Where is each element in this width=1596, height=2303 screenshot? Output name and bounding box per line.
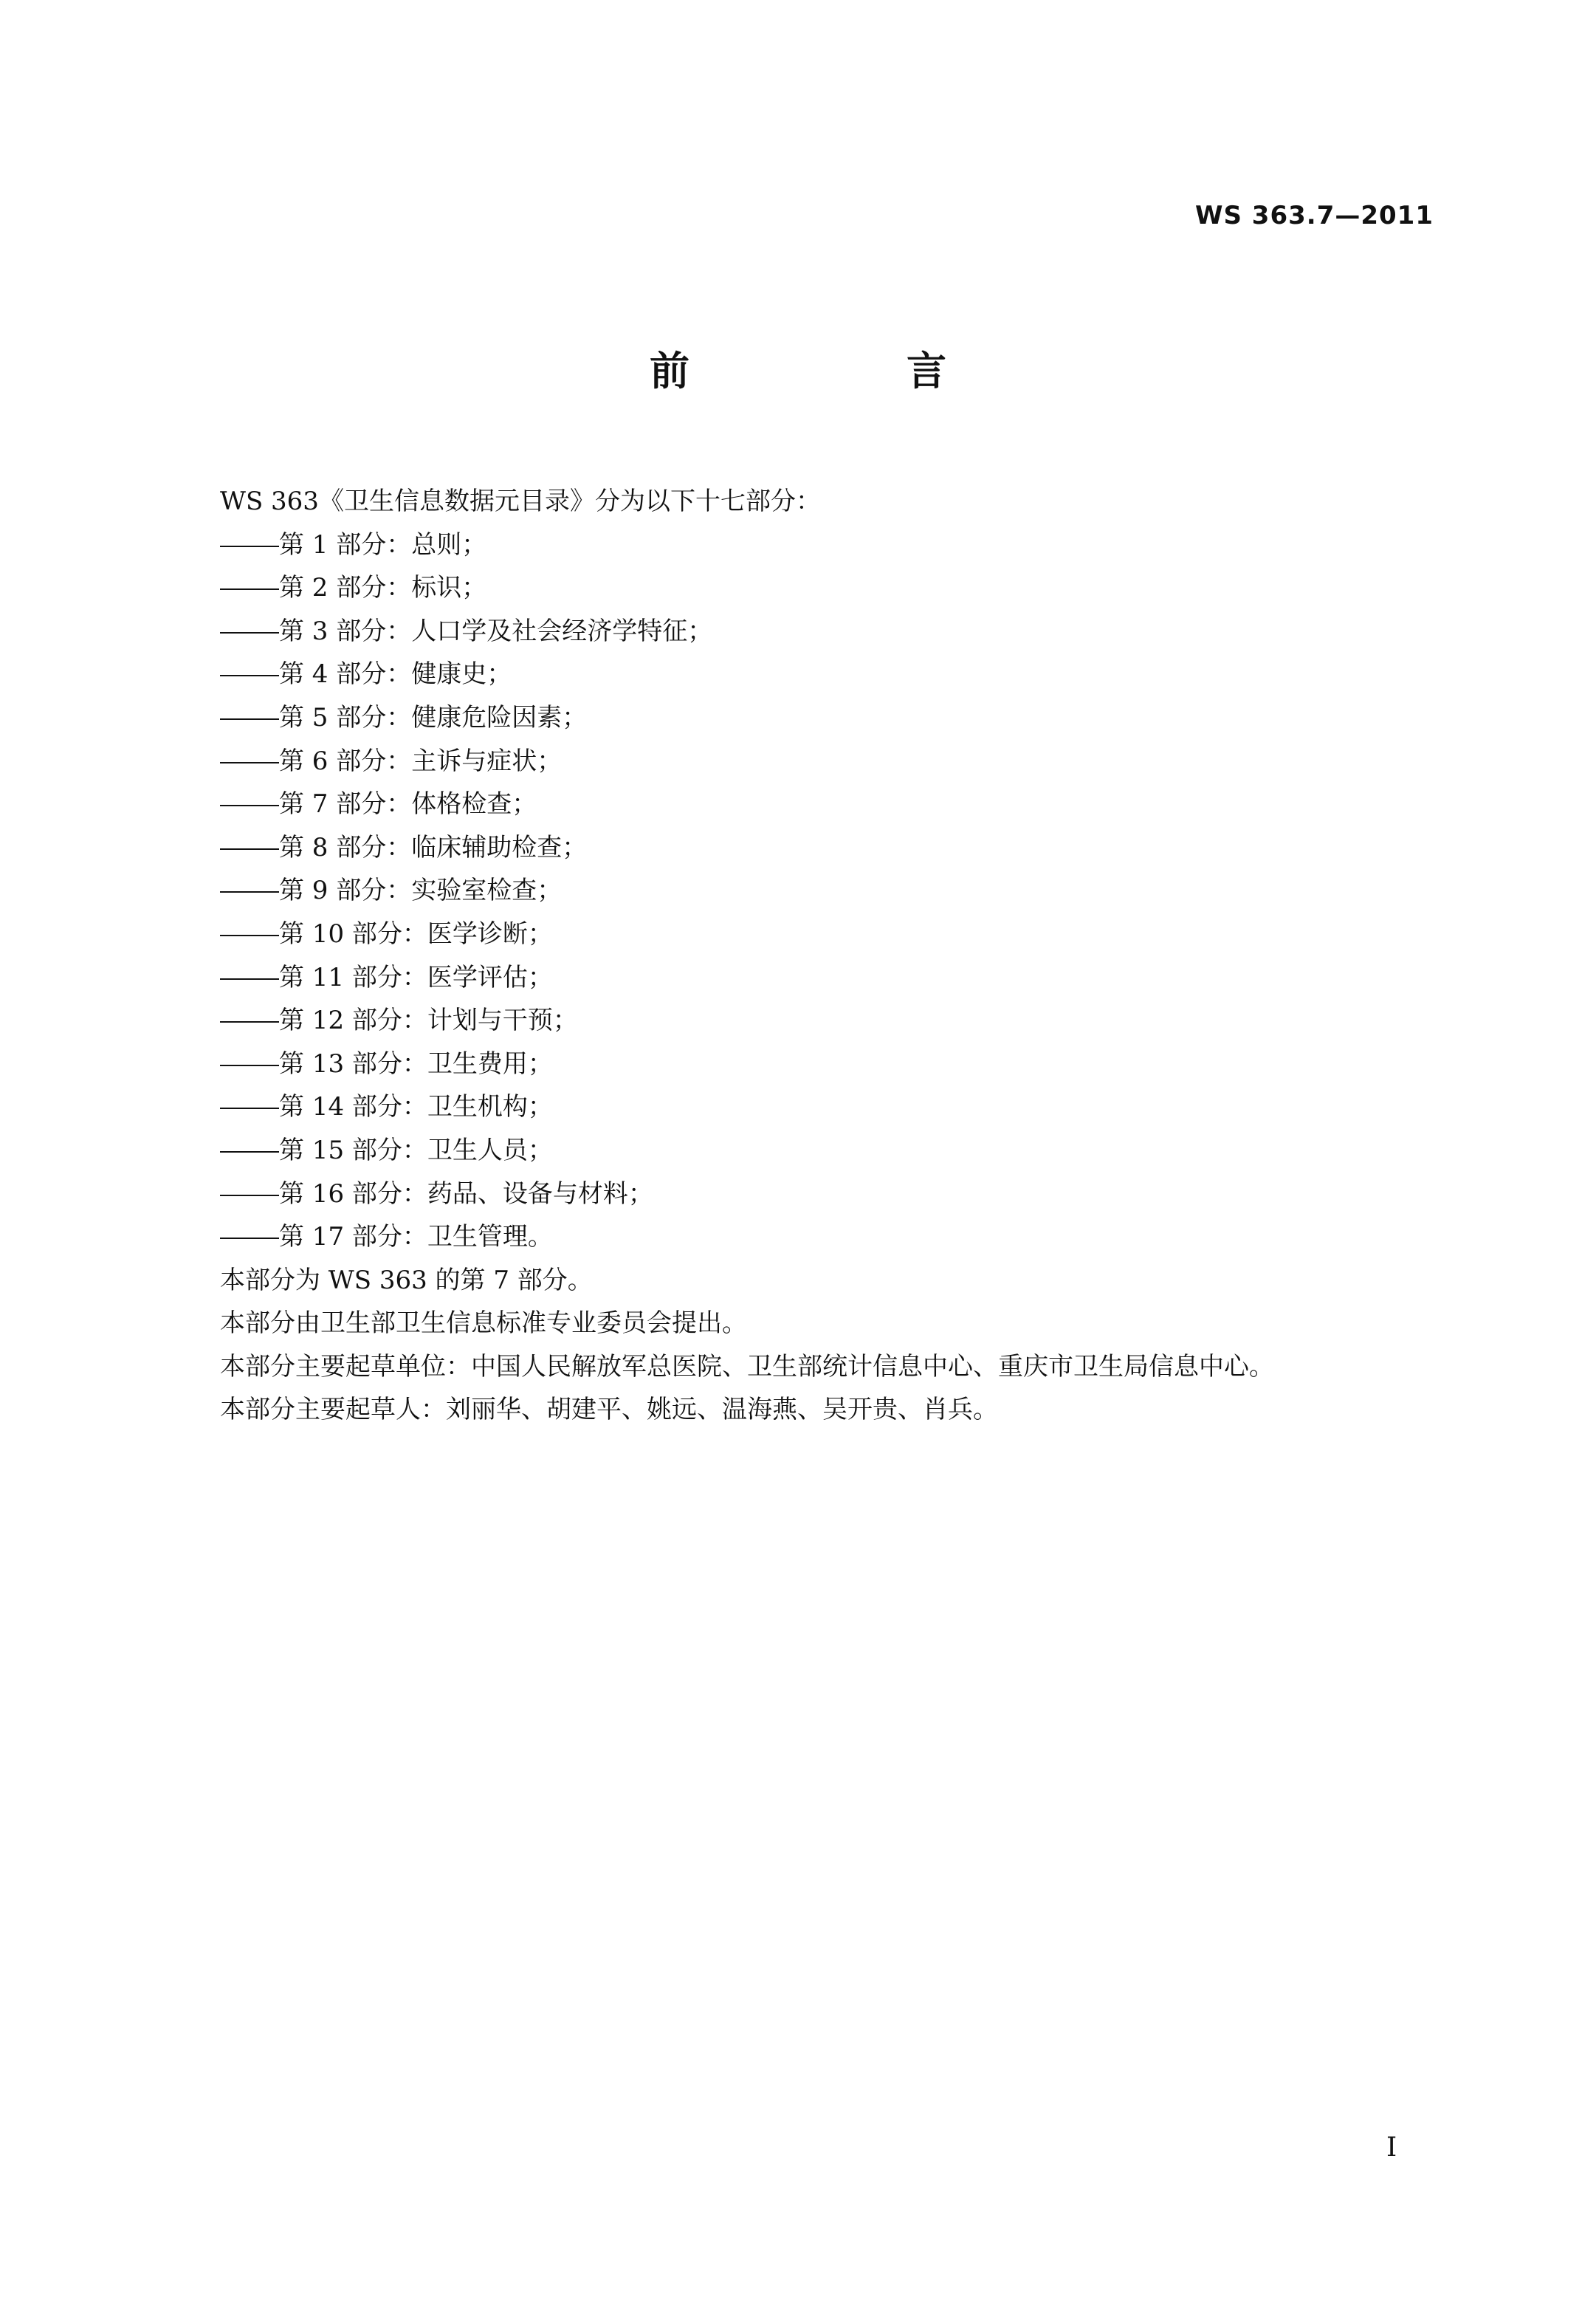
part-item: 第 4 部分：健康史； [220, 653, 1416, 696]
statement-line: 本部分为 WS 363 的第 7 部分。 [220, 1265, 593, 1295]
em-dash [220, 891, 279, 893]
em-dash [220, 632, 279, 634]
em-dash [220, 1021, 279, 1023]
part-item: 第 7 部分：体格检查； [220, 783, 1416, 826]
em-dash [220, 1238, 279, 1239]
em-dash [220, 1108, 279, 1109]
em-dash [220, 935, 279, 936]
em-dash [220, 718, 279, 720]
em-dash [220, 762, 279, 763]
em-dash [220, 1195, 279, 1196]
statement-line: 本部分由卫生部卫生信息标准专业委员会提出。 [220, 1308, 747, 1339]
em-dash [220, 805, 279, 806]
part-item: 第 11 部分：医学评估； [220, 956, 1416, 1000]
part-item: 第 3 部分：人口学及社会经济学特征； [220, 610, 1416, 653]
part-item: 第 9 部分：实验室检查； [220, 869, 1416, 913]
part-item: 第 10 部分：医学诊断； [220, 913, 1416, 956]
em-dash [220, 1151, 279, 1153]
part-item: 第 13 部分：卫生费用； [220, 1043, 1416, 1086]
page-title: 前 言 [650, 348, 1035, 394]
statement-line: 本部分主要起草人：刘丽华、胡建平、姚远、温海燕、吴开贵、肖兵。 [220, 1395, 998, 1425]
em-dash [220, 588, 279, 590]
page-number: I [1386, 2132, 1397, 2163]
intro-line: WS 363《卫生信息数据元目录》分为以下十七部分： [220, 487, 821, 516]
foreword-body [220, 480, 1416, 1432]
part-item: 第 5 部分：健康危险因素； [220, 696, 1416, 740]
statement-line: 本部分主要起草单位：中国人民解放军总医院、卫生部统计信息中心、重庆市卫生局信息中心。 [220, 1351, 1274, 1382]
part-item: 第 1 部分：总则； [220, 524, 1416, 567]
em-dash [220, 848, 279, 850]
em-dash [220, 675, 279, 676]
em-dash [220, 546, 279, 547]
part-item: 第 16 部分：药品、设备与材料； [220, 1173, 1416, 1216]
part-item: 第 2 部分：标识； [220, 566, 1416, 610]
standard-code: WS 363.7—2011 [1194, 201, 1434, 230]
em-dash [220, 978, 279, 980]
part-item: 第 8 部分：临床辅助检查； [220, 826, 1416, 870]
part-item: 第 15 部分：卫生人员； [220, 1129, 1416, 1173]
em-dash [220, 1065, 279, 1066]
part-item: 第 14 部分：卫生机构； [220, 1085, 1416, 1129]
part-item: 第 12 部分：计划与干预； [220, 999, 1416, 1043]
part-item: 第 17 部分：卫生管理。 [220, 1215, 1416, 1259]
part-item: 第 6 部分：主诉与症状； [220, 740, 1416, 783]
